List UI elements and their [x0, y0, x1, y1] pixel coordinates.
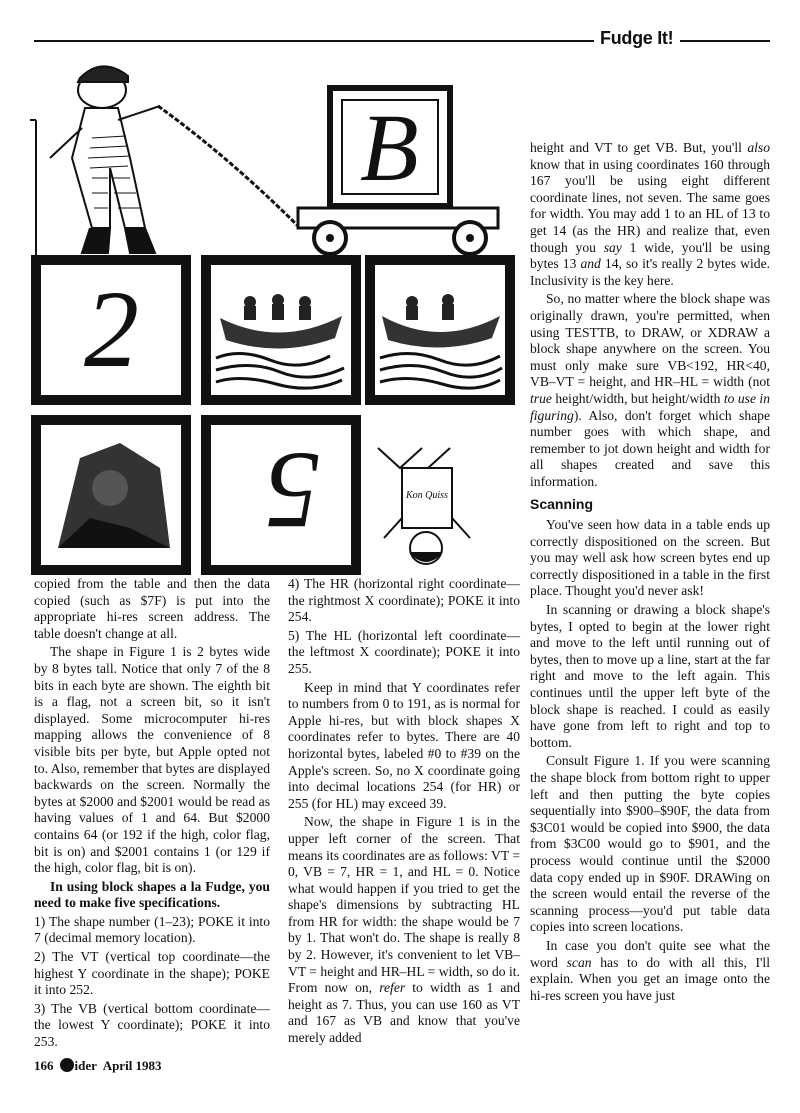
emphasis: refer	[379, 980, 406, 996]
column-3	[530, 140, 770, 1006]
emphasis: and	[580, 256, 601, 272]
tile-boat-1	[206, 260, 356, 400]
text-run: So, no matter where the block shape was originally drawn, you're permitted, when using TESTTB, to DRAW, or XDRAW a block shape anywhere on the screen. You must only make sure VB<192, HR<40, VB–VT = height, and HR–HL = width (not	[530, 291, 770, 390]
text-run: to width as 1 and height as 7. Thus, you can use 160 as VT and 167 as VB and know that you've merely added	[288, 980, 520, 1046]
illustration	[30, 48, 520, 576]
tile-5	[206, 420, 356, 570]
emphasis: scan	[566, 954, 592, 970]
paragraph-text: In using block shapes a la Fudge, you need to make five specifications.	[34, 878, 270, 911]
rope	[158, 106, 300, 228]
man-figure	[50, 66, 160, 253]
emphasis: true	[530, 390, 552, 406]
paragraph: You've seen how data in a table ends up correctly dispositioned on the screen. But you may well ask how screen bytes end up correctly dispositioned in a table in the first place. Thought you'd never ask!	[530, 517, 770, 599]
paragraph: copied from the table and then the data copied (such as $7F) is put into the appropriate hi-res screen address. The table doesn't change at all.	[34, 576, 270, 641]
text-run: ). Also, don't forget which shape number goes with which shape, and remember to jot down height and width for all shapes created and save this information.	[530, 407, 770, 489]
paragraph	[34, 879, 270, 912]
cider-logo-icon	[60, 1058, 74, 1072]
header-rule-left	[34, 40, 594, 42]
running-header-title: Fudge It!	[596, 28, 677, 49]
list-item: 1) The shape number (1–23); POKE it into 7 (decimal memory location).	[34, 913, 270, 946]
tile-cat-signature: GERK	[66, 549, 103, 564]
paragraph	[530, 938, 770, 1004]
text-run: know that in using coordinates 160 through 167 you'll be using eight different coordinate lines, not seven. The same goes for width. You may add 1 to an HL of 13 to get 14 (as the HR) and realize that, even though you	[530, 156, 770, 255]
list-item: 4) The HR (horizontal right coordinate—the rightmost X coordinate); POKE it into 254.	[288, 576, 520, 625]
tile-2	[36, 260, 186, 400]
tile-2-number: 2	[84, 268, 139, 390]
paragraph: Keep in mind that Y coordinates refer to numbers from 0 to 191, as is normal for Apple hi-res, but with block shapes X coordinates refer to bytes. There are 40 horizontal bytes, labeled #0 to #39 on the Apple's screen. So, no X coordinate going into decimal locations 254 (for HR) or 255 (for HL) may exceed 39.	[288, 679, 520, 811]
upside-down-figure	[378, 448, 470, 564]
text-run: height/width, but height/width	[555, 390, 721, 406]
text-run: 1 wide, you'll be using bytes 13	[530, 239, 770, 272]
tile-boat-2	[370, 260, 510, 400]
wagon	[298, 88, 498, 254]
page-number: 166	[34, 1058, 54, 1073]
list-item: 5) The HL (horizontal left coordinate—the leftmost X coordinate); POKE it into 255.	[288, 627, 520, 676]
emphasis: to use in figuring	[530, 390, 770, 423]
paragraph	[530, 291, 770, 490]
paragraph	[288, 814, 520, 1046]
text-run: In case you don't quite see what the word	[530, 937, 770, 970]
column-1	[34, 576, 270, 1053]
text-run: Now, the shape in Figure 1 is in the upper left corner of the screen. That means its coordinates are as follows: VT = 0, VB = 7, HR = 1, and HL = 0. Notice what would happen if you tried to get the shape's dimensions by subtracting HL from HR for width: the shape would be 7 by 1. That won't do. The shape is really 8 by 2. However, it's convenient to let VB–VT = height and HR–HL = width, so do it. From now on,	[288, 814, 520, 996]
list-item: 2) The VT (vertical top coordinate—the highest Y coordinate in the shape); POKE it into 252.	[34, 949, 270, 998]
paragraph	[530, 140, 770, 289]
tile-b-letter: B	[360, 94, 419, 201]
list-item: 3) The VB (vertical bottom coordinate—the lowest Y coordinate); POKE it into 253.	[34, 1000, 270, 1050]
page-footer	[34, 1058, 162, 1074]
figure-sign: Kon Quiss	[406, 490, 448, 501]
tile-5-number: 5	[265, 430, 320, 552]
text-run: has to do with all this, I'll explain. When you get an image onto the hi-res screen you have just	[530, 954, 770, 1003]
magazine-name: ider	[74, 1058, 97, 1073]
emphasis: also	[747, 140, 770, 155]
tile-cat	[36, 420, 186, 570]
paragraph: The shape in Figure 1 is 2 bytes wide by 8 bytes tall. Notice that only 7 of the 8 bits in each byte are shown. The eighth bit is a flag, not a screen bit, so it isn't displayed. Some microcomputer hi-res mapping allows the convenience of 8 visible bits per byte, but Apple opted not to. Also, remember that bytes are displayed backwards on the screen. Normally the bytes at $2000 and $2001 would be read as having values of 1 and 64. But $2000 contains 64 (or 192 if the high, color flag, bit is on) and $2001 contains 1 (or 129 if the high, color flag, bit is on).	[34, 644, 270, 876]
paragraph: In scanning or drawing a block shape's bytes, I opted to begin at the lower right and move to the left until running out of bytes, then to move up a line, start at the far right and move to the left again. This continues until the upper left byte of the block shape is reached. I could as easily have gone from left to right and top to bottom.	[530, 602, 770, 750]
header-rule-right	[680, 40, 770, 42]
emphasis: say	[603, 239, 622, 255]
paragraph: Consult Figure 1. If you were scanning the shape block from bottom right to upper left and then putting the byte copies sequentially into $900–$90F, the data from $3C01 would be copied into $900, the data from $3C00 would go to $901, and the process would continue until the $2000 data copy ended up in $90F. DRAWing on the screen would entail the reverse of the scanning process—you'd put table data copies into screen locations.	[530, 753, 770, 935]
text-run: 14, so it's really 2 bytes wide. Inclusivity is the key here.	[530, 256, 770, 288]
section-heading: Scanning	[530, 496, 594, 513]
column-2	[288, 576, 520, 1049]
issue-date: April 1983	[102, 1058, 162, 1073]
text-run: height and VT to get VB. But, you'll	[530, 140, 742, 155]
